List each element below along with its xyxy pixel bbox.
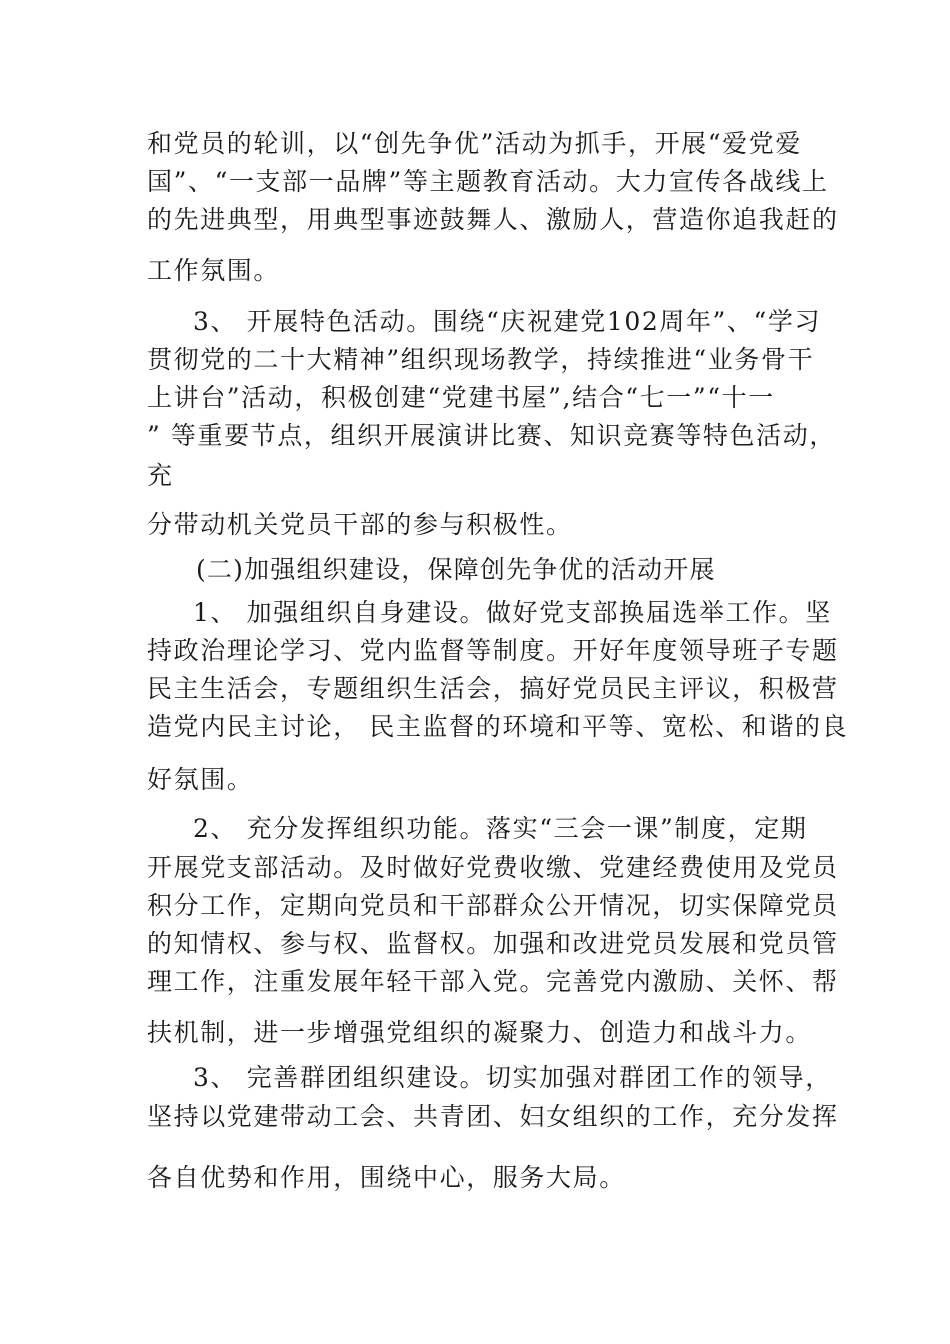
section-heading: (二)加强组织建设，保障创先争优的活动开展: [196, 555, 716, 584]
text-line: 分带动机关党员干部的参与积极性。: [147, 510, 573, 539]
text-line: 造党内民主讨论， 民主监督的环境和平等、宽松、和谐的良: [147, 712, 849, 741]
text-line: 持政治理论学习、党内监督等制度。开好年度领导班子专题: [147, 636, 839, 665]
text-line: 各自优势和作用，围绕中心，服务大局。: [147, 1163, 626, 1192]
text-line: 工作氛围。: [147, 256, 281, 285]
text-line: 1、 加强组织自身建设。做好党支部换届选举工作。坚: [193, 598, 832, 627]
text-line: 民主生活会，专题组织生活会，搞好党员民主评议，积极营: [147, 674, 839, 703]
text-line: 3、 完善群团组织建设。切实加强对群团工作的领导，: [193, 1063, 832, 1092]
text-line: 2、 充分发挥组织功能。落实“三会一课”制度，定期: [193, 814, 808, 843]
text-line: 3、 开展特色活动。围绕“庆祝建党102周年”、“学习: [193, 307, 822, 336]
text-line: 充: [147, 461, 174, 490]
text-line: 和党员的轮训，以“创先争优”活动为抓手，开展“爱党爱: [147, 129, 802, 158]
text-line: 贯彻党的二十大精神”组织现场教学，持续推进“业务骨干: [147, 345, 815, 374]
text-line: 的先进典型，用典型事迹鼓舞人、激励人，营造你追我赶的: [147, 205, 839, 234]
text-line: 开展党支部活动。及时做好党费收缴、党建经费使用及党员: [147, 853, 839, 882]
text-line: 好氛围。: [147, 765, 254, 794]
text-line: 的知情权、参与权、监督权。加强和改进党员发展和党员管: [147, 929, 839, 958]
text-line: ” 等重要节点，组织开展演讲比赛、知识竞赛等特色活动，: [147, 421, 836, 450]
text-line: 积分工作，定期向党员和干部群众公开情况，切实保障党员: [147, 891, 839, 920]
text-line: 理工作，注重发展年轻干部入党。完善党内激励、关怀、帮: [147, 967, 839, 996]
text-line: 扶机制，进一步增强党组织的凝聚力、创造力和战斗力。: [147, 1018, 813, 1047]
text-line: 坚持以党建带动工会、共青团、妇女组织的工作，充分发挥: [147, 1102, 839, 1131]
text-line: 国”、“一支部一品牌”等主题教育活动。大力宣传各战线上: [147, 167, 829, 196]
text-line: 上讲台”活动，积极创建“党建书屋”,结合“七一”“十一: [147, 383, 775, 412]
